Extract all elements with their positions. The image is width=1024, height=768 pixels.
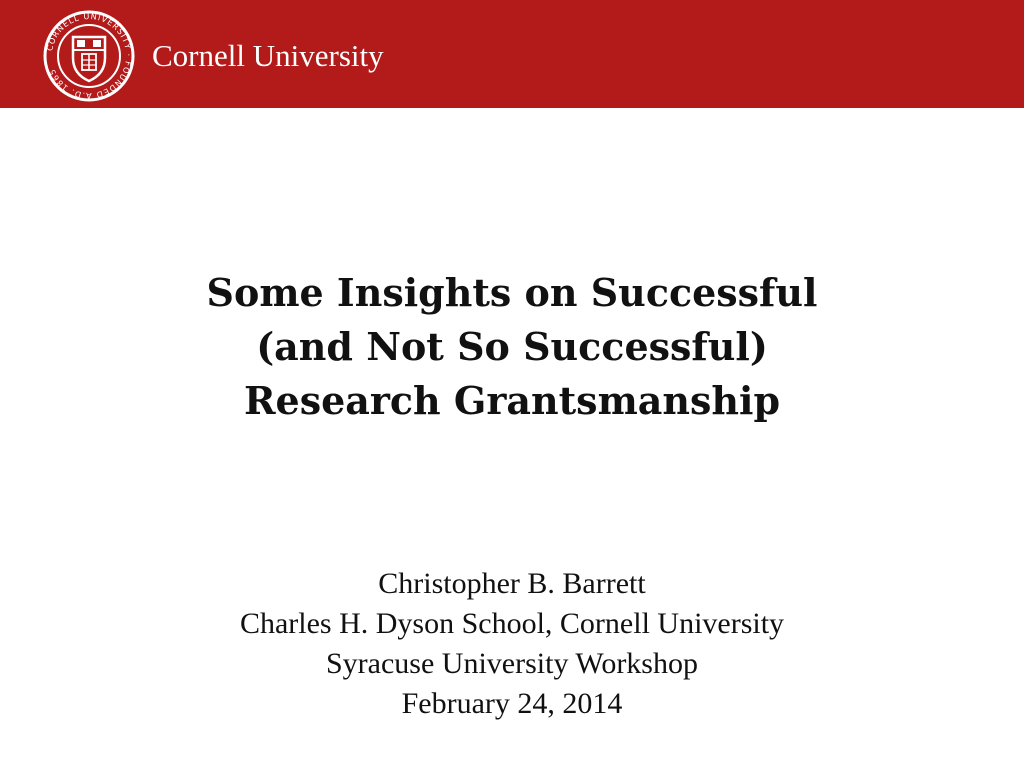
title-line-3: Research Grantsmanship <box>243 378 781 423</box>
slide-title <box>112 266 912 428</box>
svg-text:CORNELL UNIVERSITY · FOUNDED A: CORNELL UNIVERSITY · FOUNDED A.D. 1865 <box>45 11 134 101</box>
presenter-name: Christopher B. Barrett <box>378 567 646 600</box>
event-name: Syracuse University Workshop <box>326 647 698 680</box>
brand-wordmark: Cornell University <box>152 38 384 73</box>
title-line-1: Some Insights on Successful <box>206 270 818 315</box>
presenter-affiliation: Charles H. Dyson School, Cornell University <box>239 607 785 640</box>
event-date: February 24, 2014 <box>401 687 623 720</box>
presenter-block <box>112 564 912 724</box>
cornell-seal-logo <box>43 10 135 102</box>
header-bar <box>0 0 1024 108</box>
title-line-2: (and Not So Successful) <box>256 324 768 369</box>
